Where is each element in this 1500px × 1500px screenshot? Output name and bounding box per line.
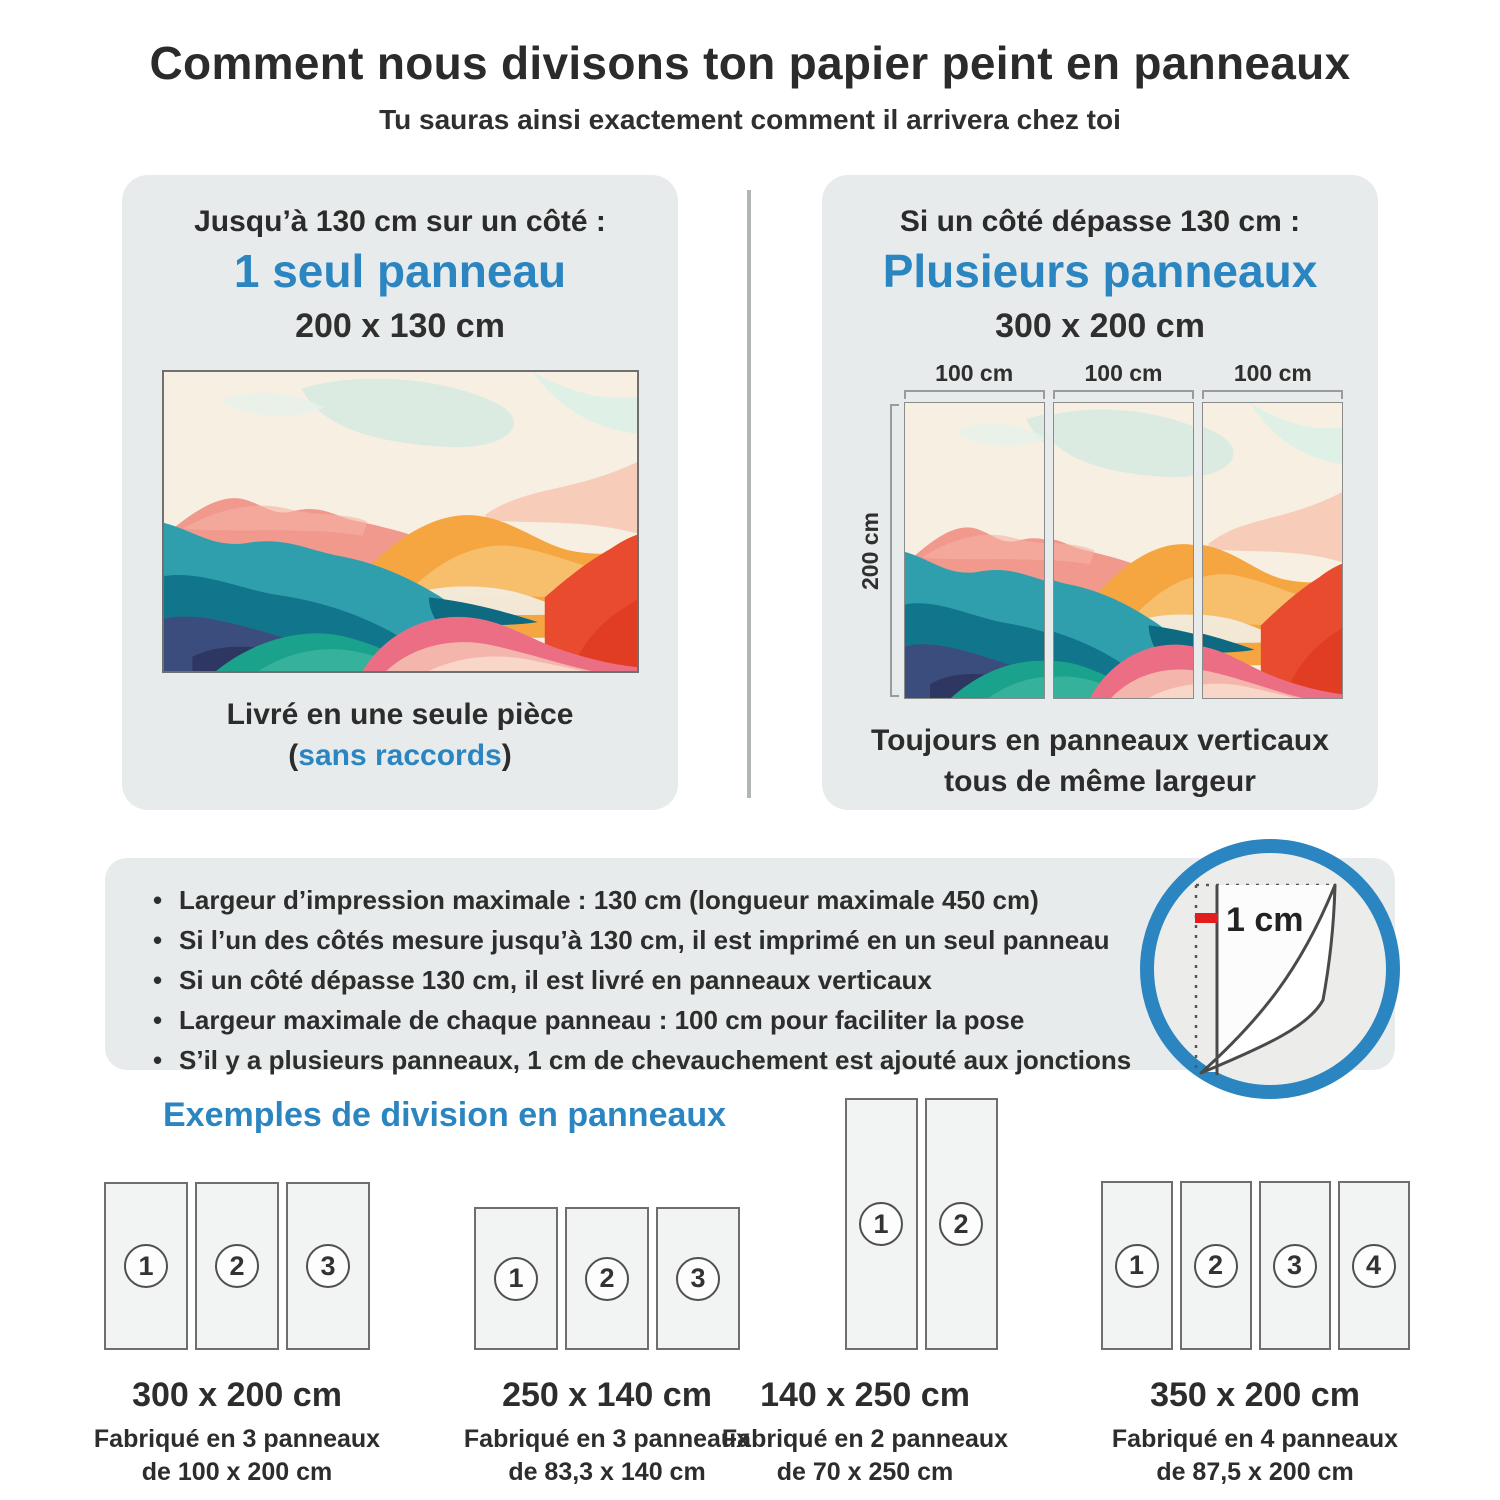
example-desc-line2: de 83,3 x 140 cm	[508, 1457, 706, 1486]
panel-number: 3	[676, 1257, 720, 1301]
width-ruler	[1053, 360, 1194, 399]
example-desc-line1: Fabriqué en 3 panneaux	[93, 1425, 381, 1453]
panel-number: 4	[1352, 1244, 1396, 1288]
overlap-icon	[1133, 832, 1407, 1106]
width-ruler	[1202, 360, 1343, 399]
example-desc-line1: Fabriqué en 2 panneaux	[721, 1425, 1009, 1453]
example-panels	[1101, 1098, 1410, 1350]
panel-number: 1	[124, 1244, 168, 1288]
page-title: Comment nous divisons ton papier peint en panneaux	[149, 37, 1351, 89]
panel	[1180, 1181, 1252, 1350]
example-desc-line2: de 70 x 250 cm	[776, 1457, 954, 1486]
example-desc-line2: de 100 x 200 cm	[141, 1457, 333, 1486]
page-subtitle: Tu sauras ainsi exactement comment il arrivera chez toi	[379, 104, 1121, 135]
example-panels	[104, 1098, 370, 1350]
single-highlight: 1 seul panneau	[233, 245, 567, 297]
multi-caption	[822, 721, 1378, 802]
width-ruler-label: 100 cm	[1084, 360, 1163, 387]
single-caption-line1: Livré en une seule pièce	[226, 698, 574, 732]
cards-divider	[747, 190, 751, 798]
examples-heading: Exemples de division en panneaux	[163, 1096, 727, 1134]
width-ruler	[904, 360, 1045, 399]
panel	[1259, 1181, 1331, 1350]
example-desc-line1: Fabriqué en 4 panneaux	[1111, 1425, 1399, 1453]
paren-open: (	[288, 738, 299, 772]
example-size: 350 x 200 cm	[1150, 1376, 1360, 1414]
multi-highlight: Plusieurs panneaux	[882, 245, 1318, 297]
example-140x250	[695, 1098, 1035, 1488]
panel-number: 2	[585, 1257, 629, 1301]
rule-item: • Largeur d’impression maximale : 130 cm (longueur maximale 450 cm)	[151, 880, 1395, 920]
rule-item: • Si un côté dépasse 130 cm, il est livré en panneaux verticaux	[151, 960, 1395, 1000]
panel-number: 2	[215, 1244, 259, 1288]
header	[0, 36, 1500, 136]
multi-caption-line1: Toujours en panneaux verticaux	[871, 724, 1329, 758]
example-350x200	[1085, 1098, 1425, 1488]
rule-item: • Largeur maximale de chaque panneau : 100 cm pour faciliter la pose	[151, 1000, 1395, 1040]
example-desc-line2: de 87,5 x 200 cm	[1156, 1457, 1354, 1486]
single-size: 200 x 130 cm	[295, 307, 505, 346]
panel	[286, 1182, 370, 1350]
card-single-panel	[122, 175, 678, 810]
panel	[1338, 1181, 1410, 1350]
single-caption-highlight: sans raccords	[298, 738, 502, 772]
panel-number: 1	[494, 1257, 538, 1301]
example-desc-line1: Fabriqué en 3 panneaux	[463, 1425, 751, 1453]
wallpaper-panel-2	[1053, 402, 1194, 699]
width-ruler-bracket	[1202, 390, 1343, 399]
panel	[1101, 1181, 1173, 1350]
width-ruler-bracket	[1053, 390, 1194, 399]
example-description	[1112, 1423, 1398, 1488]
panel-number: 3	[1273, 1244, 1317, 1288]
wallpaper-panel-3	[1202, 402, 1343, 699]
height-ruler-label: 200 cm	[856, 511, 883, 590]
card-multiple-panels	[822, 175, 1378, 810]
panel	[474, 1207, 558, 1350]
wallpaper-panel-1	[904, 402, 1045, 699]
multi-caption-line2: tous de même largeur	[944, 764, 1256, 798]
panel-number: 1	[859, 1202, 903, 1246]
height-ruler	[857, 402, 899, 699]
rule-item: • Si l’un des côtés mesure jusqu’à 130 cm, il est imprimé en un seul panneau	[151, 920, 1395, 960]
panel	[845, 1098, 918, 1350]
panel-number: 1	[1115, 1244, 1159, 1288]
panel	[195, 1182, 279, 1350]
rule-item: • S’il y a plusieurs panneaux, 1 cm de chevauchement est ajouté aux jonctions	[151, 1040, 1395, 1080]
single-caption	[122, 695, 678, 776]
example-description	[94, 1423, 380, 1488]
example-300x200	[67, 1098, 407, 1488]
example-description	[722, 1423, 1008, 1488]
panels-with-rulers	[904, 360, 1344, 699]
example-size: 250 x 140 cm	[502, 1376, 712, 1414]
width-ruler-label: 100 cm	[935, 360, 1014, 387]
panel-number: 2	[939, 1202, 983, 1246]
width-ruler-bracket	[904, 390, 1045, 399]
multi-condition: Si un côté dépasse 130 cm :	[899, 205, 1301, 238]
height-ruler-bracket	[890, 404, 899, 697]
panel-number: 2	[1194, 1244, 1238, 1288]
example-size: 140 x 250 cm	[760, 1376, 970, 1414]
wallpaper-artwork	[162, 370, 639, 673]
panel	[925, 1098, 998, 1350]
paren-close: )	[501, 738, 512, 772]
panel-number: 3	[306, 1244, 350, 1288]
overlap-label: 1 cm	[1226, 901, 1304, 939]
panel-split-figure	[822, 360, 1378, 699]
width-rulers	[904, 360, 1344, 399]
example-panels	[845, 1098, 998, 1350]
multi-size: 300 x 200 cm	[995, 307, 1205, 346]
panel	[104, 1182, 188, 1350]
single-condition: Jusqu’à 130 cm sur un côté :	[194, 205, 606, 238]
example-size: 300 x 200 cm	[132, 1376, 342, 1414]
width-ruler-label: 100 cm	[1233, 360, 1312, 387]
wallpaper-panels	[904, 402, 1344, 699]
panel	[565, 1207, 649, 1350]
